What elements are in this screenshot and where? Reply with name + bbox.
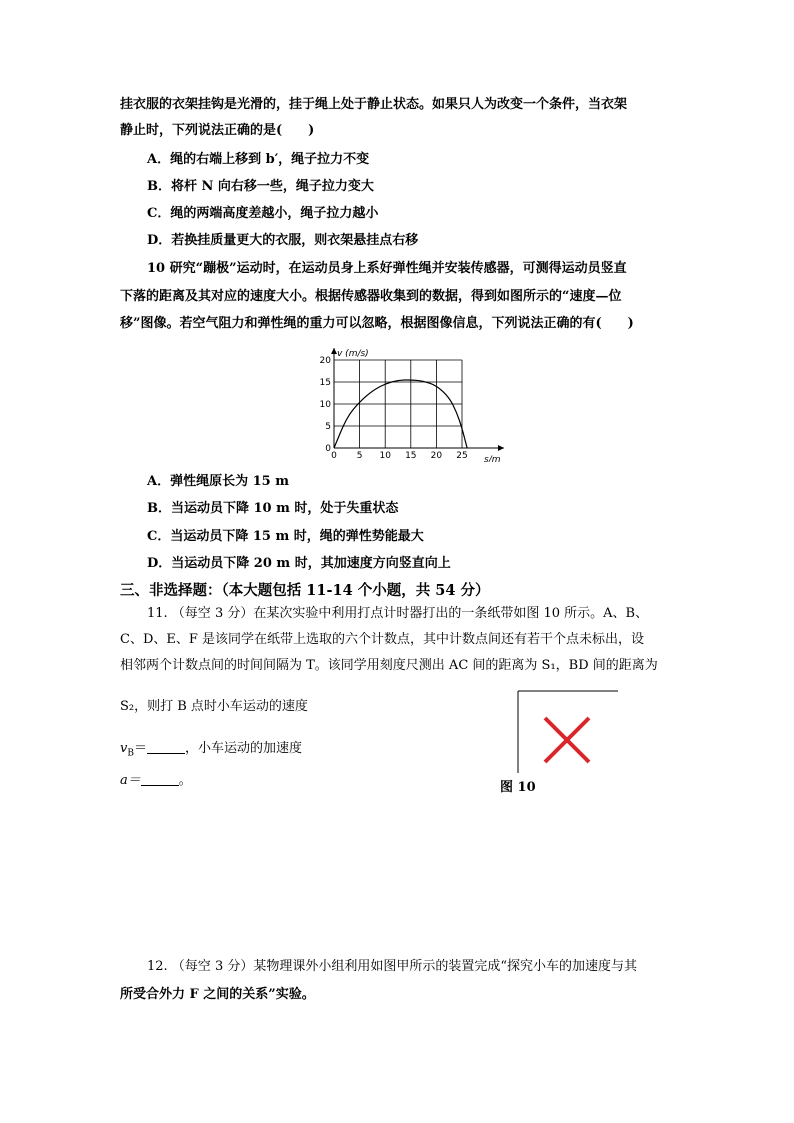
x-tick-label: 15 — [405, 451, 417, 461]
q11-line2: C、D、E、F 是该同学在纸带上选取的六个计数点，其中计数点间还有若干个点未标出，设 — [120, 632, 645, 647]
y-tick-label: 5 — [325, 422, 331, 432]
q10-stem-line3: 移”图像。若空气阻力和弹性绳的重力可以忽略，根据图像信息，下列说法正确的有( ) — [120, 316, 634, 331]
answer-blank-a[interactable] — [141, 773, 179, 786]
q10-option-b: B．当运动员下降 10 m 时，处于失重状态 — [147, 501, 399, 516]
chart-grid — [334, 360, 462, 448]
y-tick-label: 10 — [319, 400, 331, 410]
q9-stem-line1: 挂衣服的衣架挂钩是光滑的，挂于绳上处于静止状态。如果只人为改变一个条件，当衣架 — [120, 97, 628, 112]
q11-line4: S₂，则打 B 点时小车运动的速度 — [120, 699, 308, 714]
x-tick-label: 5 — [356, 451, 363, 461]
q10-option-d: D．当运动员下降 20 m 时，其加速度方向竖直向上 — [147, 556, 451, 571]
a-symbol: a＝ — [120, 773, 141, 788]
chart-ticks — [320, 356, 468, 461]
chart-axes — [331, 348, 504, 451]
y-tick-label: 15 — [319, 378, 331, 388]
q12-line1: 12. （每空 3 分）某物理课外小组利用如图甲所示的装置完成“探究小车的加速度与其 — [147, 959, 637, 974]
q9-option-d: D．若换挂质量更大的衣服，则衣架悬挂点右移 — [147, 233, 419, 248]
q11-line5-suffix: ，小车运动的加速度 — [185, 741, 303, 756]
chart-xlabel: s/m — [484, 455, 501, 462]
vb-subscript: B — [127, 748, 134, 759]
q12-line2: 所受合外力 F 之间的关系”实验。 — [120, 987, 315, 1002]
q11-line5: $v_B=$ ，小车运动的加速度 — [120, 741, 303, 759]
q11-line3: 相邻两个计数点间的时间间隔为 T。该同学用刻度尺测出 AC 间的距离为 S₁，BD 间的距离为 — [120, 658, 658, 673]
q9-option-a: A．绳的右端上移到 b′，绳子拉力不变 — [147, 152, 370, 167]
vb-symbol: v — [120, 741, 128, 756]
chart-series-line — [334, 380, 467, 448]
q11-line6 — [120, 772, 192, 790]
q10-stem-line1: 10 研究“蹦极”运动时，在运动员身上系好弹性绳并安装传感器，可测得运动员竖直 — [147, 261, 627, 276]
y-tick-label: 0 — [325, 444, 331, 454]
q10-option-a: A．弹性绳原长为 15 m — [147, 474, 289, 489]
figure10-missing-image — [500, 688, 620, 780]
x-tick-label: 0 — [331, 451, 337, 461]
broken-image-x-icon — [545, 718, 589, 762]
answer-blank-vb[interactable] — [147, 741, 185, 754]
chart-ylabel: v (m/s) — [337, 349, 369, 359]
y-tick-label: 20 — [319, 356, 331, 366]
figure10-caption: 图 10 — [500, 780, 536, 795]
q9-option-c: C．绳的两端高度差越小，绳子拉力越小 — [147, 206, 379, 221]
velocity-displacement-chart — [318, 342, 518, 462]
q10-stem-line2: 下落的距离及其对应的速度大小。根据传感器收集到的数据，得到如图所示的“速度—位 — [120, 289, 622, 304]
q11-line6-suffix: 。 — [178, 773, 192, 788]
q9-option-b: B．将杆 N 向右移一些，绳子拉力变大 — [147, 179, 374, 194]
q11-line1: 11. （每空 3 分）在某次实验中利用打点计时器打出的一条纸带如图 10 所示。A、B、 — [147, 606, 649, 621]
q10-option-c: C．当运动员下降 15 m 时，绳的弹性势能最大 — [147, 529, 424, 544]
x-tick-label: 10 — [379, 451, 391, 461]
section3-title: 三、非选择题：（本大题包括 11-14 个小题，共 54 分） — [120, 582, 490, 599]
x-tick-label: 25 — [456, 451, 468, 461]
q9-stem-line2: 静止时，下列说法正确的是( ) — [120, 123, 315, 138]
x-tick-label: 20 — [430, 451, 443, 461]
x-axis-arrow — [498, 445, 504, 451]
